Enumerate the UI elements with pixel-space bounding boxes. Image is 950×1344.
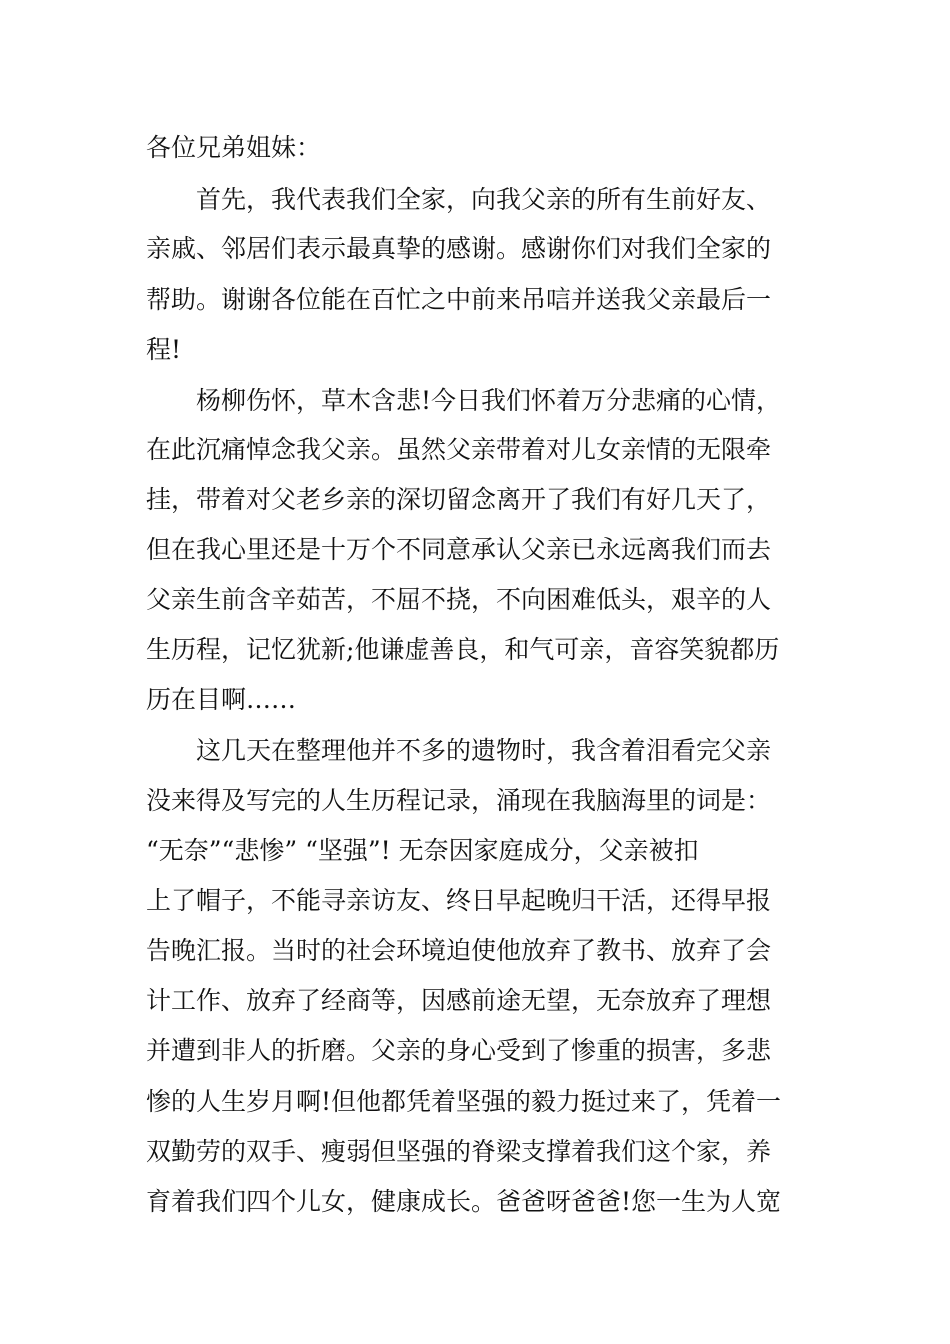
paragraph-2-line-5: 父亲生前含辛茹苦，不屈不挠，不向困难低头，艰辛的人 (146, 585, 772, 614)
paragraph-3-line-9: 双勤劳的双手、瘦弱但坚强的脊梁支撑着我们这个家，养 (146, 1137, 772, 1166)
paragraph-3-line-10: 育着我们四个儿女，健康成长。爸爸呀爸爸!您一生为人宽 (146, 1187, 782, 1216)
paragraph-3-line-7: 并遭到非人的折磨。父亲的身心受到了惨重的损害，多悲 (146, 1036, 772, 1065)
paragraph-2-line-1: 杨柳伤怀，草木含悲!今日我们怀着万分悲痛的心情， (196, 386, 782, 415)
paragraph-2-line-4: 但在我心里还是十万个不同意承认父亲已永远离我们而去 (146, 535, 772, 564)
paragraph-3-line-6: 计工作、放弃了经商等，因感前途无望，无奈放弃了理想 (146, 986, 772, 1015)
paragraph-3-line-2: 没来得及写完的人生历程记录，涌现在我脑海里的词是： (146, 786, 772, 815)
paragraph-2-line-7: 历在目啊…… (146, 685, 297, 714)
paragraph-2-line-2: 在此沉痛悼念我父亲。虽然父亲带着对儿女亲情的无限牵 (146, 435, 772, 464)
paragraph-3-line-8: 惨的人生岁月啊!但他都凭着坚强的毅力挺过来了，凭着一 (146, 1087, 782, 1116)
paragraph-3-line-5: 告晚汇报。当时的社会环境迫使他放弃了教书、放弃了会 (146, 936, 772, 965)
salutation-line: 各位兄弟姐妹： (146, 133, 322, 162)
paragraph-2-line-6: 生历程，记忆犹新;他谦虚善良，和气可亲，音容笑貌都历 (146, 635, 780, 664)
paragraph-1-line-3: 帮助。谢谢各位能在百忙之中前来吊唁并送我父亲最后一 (146, 285, 772, 314)
paragraph-3-line-4: 上了帽子，不能寻亲访友、终日早起晚归干活，还得早报 (146, 886, 772, 915)
paragraph-1-line-2: 亲戚、邻居们表示最真挚的感谢。感谢你们对我们全家的 (146, 234, 772, 263)
paragraph-1-line-4: 程! (146, 335, 182, 364)
paragraph-3-line-3: “无奈”“悲惨” “坚强”! 无奈因家庭成分，父亲被扣 (146, 836, 699, 865)
paragraph-1-line-1: 首先，我代表我们全家，向我父亲的所有生前好友、 (196, 185, 772, 214)
paragraph-2-line-3: 挂，带着对父老乡亲的深切留念离开了我们有好几天了， (146, 485, 772, 514)
paragraph-3-line-1: 这几天在整理他并不多的遗物时，我含着泪看完父亲 (196, 736, 772, 765)
